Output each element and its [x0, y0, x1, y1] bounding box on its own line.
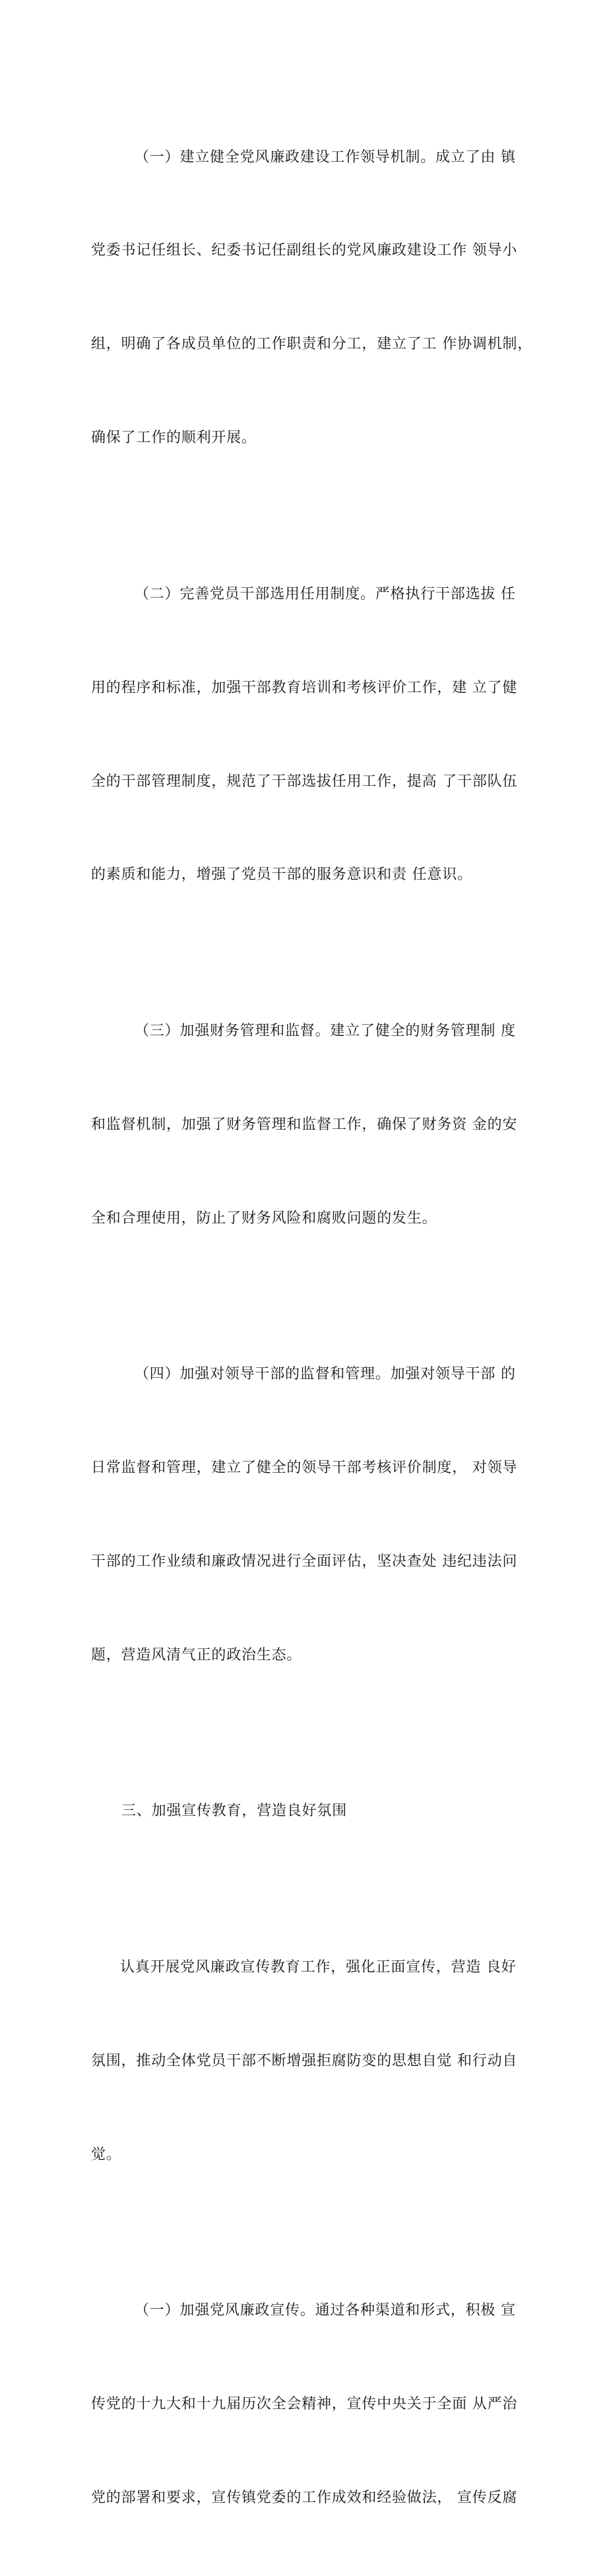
text-line: 和监督机制，加强了财务管理和监督工作，确保了财务资 金的安 [91, 1116, 518, 1133]
paragraph-publicity-intro [91, 1889, 521, 2232]
text-line: 认真开展党风廉政宣传教育工作，强化正面宣传，营造 良好 [120, 1958, 517, 1976]
text-line: （三）加强财务管理和监督。建立了健全的财务管理制 度 [135, 1022, 516, 1039]
text-line: 确保了工作的顺利开展。 [91, 430, 257, 447]
text-line: （二）完善党员干部选用任用制度。严格执行干部选拔 任 [135, 585, 516, 602]
text-line: （一）加强党风廉政宣传。通过各种渠道和形式，积极 宣 [135, 2302, 516, 2319]
paragraph-cadre-selection-system [91, 516, 521, 953]
text-line: 用的程序和标准，加强干部教育培训和考核评价工作，建 立了健 [91, 679, 518, 696]
text-line: 觉。 [91, 2146, 121, 2163]
text-line: 全和合理使用，防止了财务风险和腐败问题的发生。 [91, 1209, 437, 1227]
text-line: 的素质和能力，增强了党员干部的服务意识和责 任意识。 [91, 866, 472, 884]
text-line: 干部的工作业绩和廉政情况进行全面评估，坚决查处 违纪违法问 [91, 1553, 518, 1570]
paragraph-party-conduct-publicity [91, 2232, 521, 2575]
text-line: 全的干部管理制度，规范了干部选拔任用工作，提高 了干部队伍 [91, 773, 518, 790]
text-line: （一）建立健全党风廉政建设工作领导机制。成立了由 镇 [135, 148, 516, 166]
text-line: 传党的十九大和十九届历次全会精神，宣传中央关于全面 从严治 [91, 2395, 518, 2412]
paragraph-financial-management [91, 953, 521, 1296]
text-line: 组，明确了各成员单位的工作职责和分工，建立了工 作协调机制， [91, 336, 532, 353]
paragraph-establish-leadership-mechanism [91, 79, 532, 516]
section-heading-publicity-education [91, 1733, 521, 1889]
text-line: 党委书记任组长、纪委书记任副组长的党风廉政建设工作 领导小 [91, 242, 518, 259]
text-line: 日常监督和管理，建立了健全的领导干部考核评价制度， 对领导 [91, 1460, 518, 1477]
paragraph-leader-supervision [91, 1297, 521, 1733]
text-line: （四）加强对领导干部的监督和管理。加强对领导干部 的 [135, 1366, 516, 1383]
document-body [91, 79, 532, 2576]
text-line: 题，营造风清气正的政治生态。 [91, 1646, 302, 1663]
section-heading: 三、加强宣传教育，营造良好氛围 [121, 1803, 348, 1820]
text-line: 党的部署和要求，宣传镇党委的工作成效和经验做法， 宣传反腐 [91, 2489, 518, 2506]
text-line: 氛围，推动全体党员干部不断增强拒腐防变的思想自觉 和行动自 [91, 2052, 518, 2069]
